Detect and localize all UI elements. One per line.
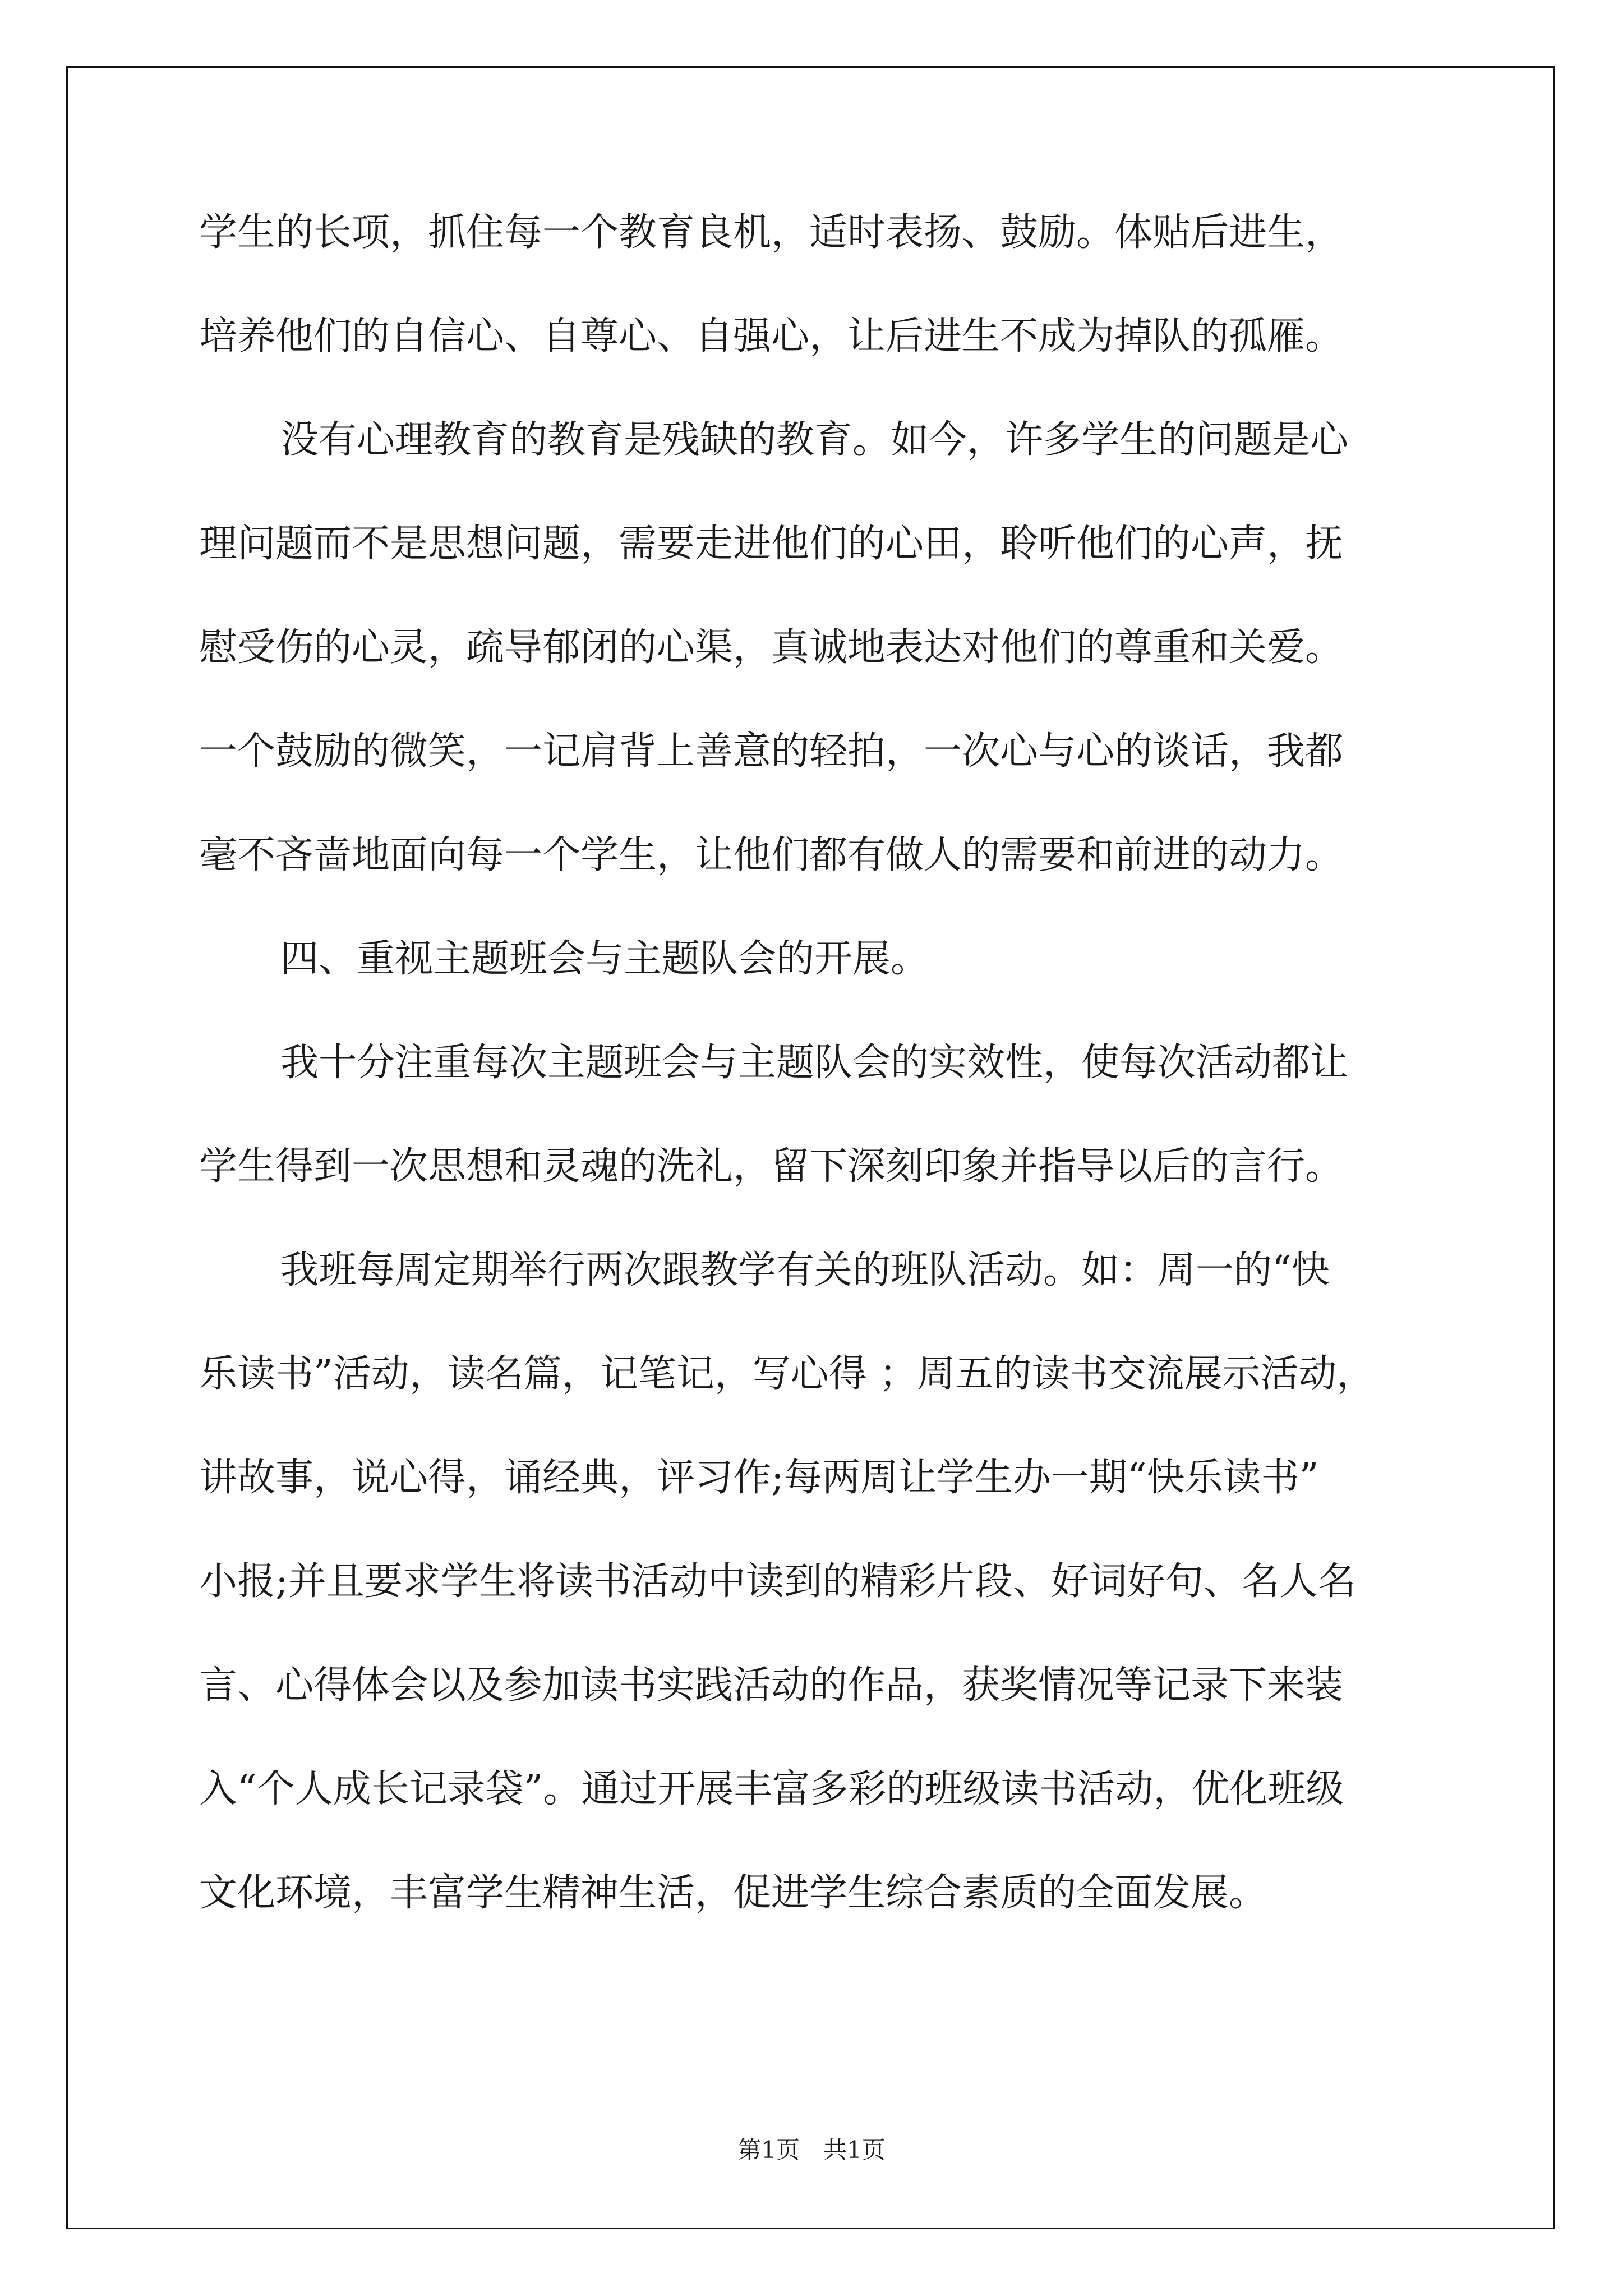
page-number-footer: 第1页 共1页 — [737, 2136, 886, 2164]
text-line: 文化环境，丰富学生精神生活，促进学生综合素质的全面发展。 — [199, 1871, 1267, 1915]
text-line: 学生的长项，抓住每一个教育良机，适时表扬、鼓励。体贴后进生， — [199, 210, 1344, 255]
text-line: 慰受伤的心灵，疏导郁闭的心渠，真诚地表达对他们的尊重和关爱。 — [199, 625, 1344, 670]
text-line: 培养他们的自信心、自尊心、自强心，让后进生不成为掉队的孤雁。 — [199, 314, 1344, 358]
paragraph-start-line: 我班每周定期举行两次跟教学有关的班队活动。如：周一的“快 — [280, 1248, 1330, 1292]
paragraph-start-line: 我十分注重每次主题班会与主题队会的实效性，使每次活动都让 — [280, 1041, 1349, 1085]
text-line: 入“个人成长记录袋”。通过开展丰富多彩的班级读书活动，优化班级 — [199, 1767, 1344, 1811]
text-line: 小报;并且要求学生将读书活动中读到的精彩片段、好词好句、名人名 — [199, 1559, 1356, 1604]
paragraph-start-line: 没有心理教育的教育是残缺的教育。如今，许多学生的问题是心 — [280, 418, 1349, 462]
text-line: 一个鼓励的微笑，一记肩背上善意的轻拍，一次心与心的谈话，我都 — [199, 729, 1344, 774]
text-line: 学生得到一次思想和灵魂的洗礼，留下深刻印象并指导以后的言行。 — [199, 1144, 1344, 1189]
text-line: 讲故事，说心得，诵经典，评习作;每两周让学生办一期“快乐读书” — [199, 1456, 1319, 1500]
text-line: 乐读书”活动，读名篇，记笔记，写心得 ；周五的读书交流展示活动， — [199, 1352, 1375, 1396]
text-line: 理问题而不是思想问题，需要走进他们的心田，聆听他们的心声，抚 — [199, 522, 1344, 566]
text-line: 毫不吝啬地面向每一个学生，让他们都有做人的需要和前进的动力。 — [199, 833, 1344, 877]
text-line: 言、心得体会以及参加读书实践活动的作品，获奖情况等记录下来装 — [199, 1663, 1344, 1708]
section-heading: 四、重视主题班会与主题队会的开展。 — [280, 937, 929, 981]
